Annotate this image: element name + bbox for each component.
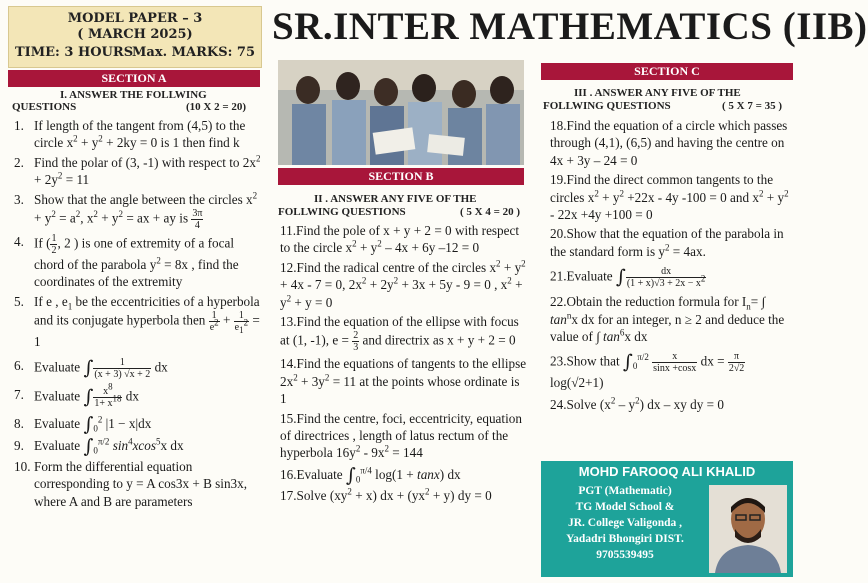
section-a-banner: SECTION A <box>8 70 260 87</box>
question-2: 2. Find the polar of (3, -1) with respect to $2x^2 + 2y^2 = 11$ <box>14 153 261 188</box>
author-photo-image <box>709 485 787 573</box>
question-11: 11.Find the pole of x + y + 2 = 0 with respect to the circle $x^2 + y^2 - 4x + 6y$ –12 = 0 <box>280 223 520 256</box>
page-title: SR.INTER MATHEMATICS (IIB) <box>272 5 868 48</box>
model-paper-label: MODEL PAPER – 3 <box>67 11 203 26</box>
question-15: 15.Find the centre, foci, eccentricity, equation of directrices , length of latus rectum of the hyperbola $16y^2 - 9x^2 = 144$ <box>280 410 522 461</box>
section-b-instruction-2: FOLLWING QUESTIONS <box>278 206 406 218</box>
section-c-instruction: III . ANSWER ANY FIVE OF THE <box>574 87 741 99</box>
author-college: JR. College Valigonda , <box>567 517 683 529</box>
question-18: 18.Find the equation of a circle which passes through (4,1), (6,5) and having the centre on 4x + 3y – 24 = 0 <box>550 118 788 168</box>
question-20: 20.Show that the equation of the parabola in the standard form is $y^2 = 4ax$. <box>550 226 784 259</box>
question-9: 9. Evaluate $\int_0^{\pi/2}$ $\sin^4xcos^5x$ dx <box>14 435 184 458</box>
question-22: 22.Obtain the reduction formula for $I_n=$ ∫ $\tan^nx$ dx for an integer, n ≥ 2 and deduce the value of ∫ $\tan^6x$ dx <box>550 294 785 345</box>
question-21: 21.Evaluate ∫ $\frac{dx}{(1 + x)√3 + 2x - x^2}$ <box>550 266 706 290</box>
section-c-questions <box>550 117 794 415</box>
question-10: 10. Form the differential equation corresponding to y = A cos3x + B sin3x, where A and B are parameters <box>14 459 248 509</box>
exam-max-marks: Max. MARKS: 75 <box>132 45 255 60</box>
section-a-instruction: I. ANSWER THE FOLLWING <box>60 89 207 101</box>
question-19: 19.Find the direct common tangents to the circles $x^2 + y^2 +22x - 4y$ -100 = 0 and $x^2 + y^2 - 22x +4y +100 = 0$ <box>550 172 789 223</box>
question-8: 8. Evaluate $\int_0^2$ |1 − x|dx <box>14 412 152 435</box>
question-23: 23.Show that $\int_0^{\pi/2}$ $\frac{x}{\sin x +\cos x}$ dx = $\frac{\pi}{2√2}$ log(√2+1) <box>550 351 745 391</box>
section-a-instruction-2: QUESTIONS <box>12 101 77 113</box>
author-details <box>541 483 709 563</box>
question-14: 14.Find the equations of tangents to the ellipse $2x^2 + 3y^2 = 11$ at the points whose ordinate is 1 <box>280 356 527 407</box>
question-13: 13.Find the equation of the ellipse with focus at (1, -1), e = $\frac{2}{3}$ and directrix as x + y + 2 = 0 <box>280 314 519 354</box>
author-name: MOHD FAROOQ ALI KHALID <box>578 464 756 479</box>
author-school: TG Model School & <box>575 501 675 513</box>
section-c-banner: SECTION C <box>541 63 793 80</box>
question-17: 17.Solve $(xy^2 + x)$ dx + $(yx^2 + y)$ dy = 0 <box>280 486 492 503</box>
students-photo <box>278 60 524 165</box>
author-card <box>541 461 793 577</box>
section-b-marks: ( 5 X 4 = 20 ) <box>460 206 521 218</box>
section-a-questions <box>14 117 264 512</box>
question-1: 1. If length of the tangent from (4,5) to the circle $x^2 + y^2 + 2ky = 0$ is 1 then find k <box>14 118 246 151</box>
question-3: 3. Show that the angle between the circles $x^2 + y^2 = a^2$, $x^2 + y^2$ = ax + ay is $\frac{3\pi}{4}$ <box>14 190 258 232</box>
students-photo-image <box>278 60 524 165</box>
question-24: 24.Solve $(x^2 - y^2)$ dx – xy dy = 0 <box>550 395 724 412</box>
section-b-instruction: II . ANSWER ANY FIVE OF THE <box>314 193 477 205</box>
section-c-marks: ( 5 X 7 = 35 ) <box>722 100 783 112</box>
author-district: Yadadri Bhongiri DIST. <box>566 533 684 545</box>
question-6: 6. Evaluate ∫ $\frac{1}{(x + 3) √x + 2}$ dx <box>14 356 168 380</box>
section-a-marks: (10 X 2 = 20) <box>186 101 247 113</box>
exam-info-box <box>8 6 262 68</box>
question-5: 5. If e , $e_1$ be the eccentricities of a hyperbola and its conjugate hyperbola then $\frac{1}{e^2}$ + $\frac{1}{e_1^2}$ = 1 <box>14 293 260 350</box>
question-4: 4. If ( $\frac{1}{2}$ , 2 ) is one of extremity of a focal chord of the parabola $y^2 = 8x$ , find the coordinates of the extremity <box>14 233 239 290</box>
question-12: 12.Find the radical centre of the circles $x^2 + y^2 + 4x - 7 = 0$, $2x^2 + 2y^2 + 3x + 5y - 9 = 0$ , $x^2 + y^2 + y = 0$ <box>280 258 526 310</box>
section-b-banner: SECTION B <box>278 168 524 185</box>
exam-date: ( MARCH 2025) <box>77 27 193 42</box>
section-b-questions <box>280 222 528 506</box>
question-16: 16.Evaluate $\int_0^{\pi/4}$ log(1 + tanx) dx <box>280 464 461 487</box>
author-photo <box>709 485 787 573</box>
exam-time: TIME: 3 HOURS <box>15 45 134 60</box>
author-designation: PGT (Mathematic) <box>578 485 672 497</box>
question-7: 7. Evaluate ∫ $\frac{x^8}{1+ x^{18}}$ dx <box>14 381 139 409</box>
author-phone: 9705539495 <box>596 549 654 561</box>
section-c-instruction-2: FOLLWING QUESTIONS <box>543 100 671 112</box>
